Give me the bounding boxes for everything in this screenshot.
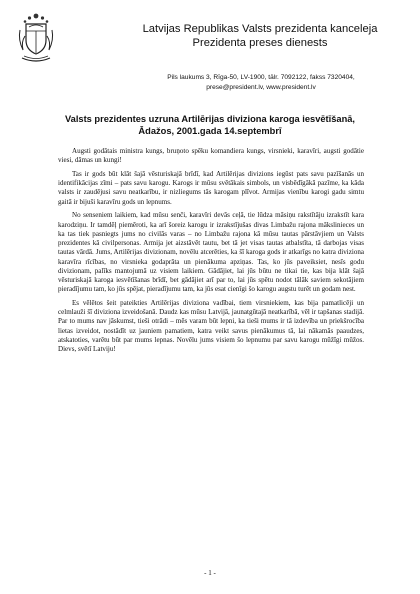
paragraph: No senseniem laikiem, kad mūsu senči, karavīri devās ceļā, tie lūdza māsiņu rakstītāju izrakstīt kara karodziņu. Ir tamdēļ piemēroti, ka arī šoreiz karogu ir izrakstījušas divas Limbažu rajona mākslinieces un ka tas tiek pasniegts jums no civilās varas – no Limbažu rajona kā mūsu tautas pārstāvjiem un Valsts prezidentes kā civilpersonas. Armija jet aizstāvēt tautu, bet tā jet visas tautas atbalstīta, tā darbojas visas tautas vārdā. Jums, Artilērijas divizionam, novēlu atcerēties, ka šī karoga gods ir atkarīgs no katra diviziona karavīra rīcības, no virsnieka godaprāta un pienākuma apziņas. Tas, ko jūs paveiksiet, nesīs godu divizionam, palīks mantojumā uz visiem laikiem. Gādājiet, lai jūs būtu ne tikai tie, kas bija klāt šajā vēsturiskajā karoga iesvētīšanas brīdī, bet gādājiet arī par to, lai jūs spētu nodot tālāk saviem sekotājiem pieradījumu tam, ko jūs spējat, pieradījumu tam, ka jūs esat cienīgi šo karogu augstu turēt un godam nest. (58, 211, 364, 294)
paragraph: Augsti godātais ministra kungs, bruņoto spēku komandiera kungs, virsnieki, karavīri, augsti godātie viesi, dāmas un kungi! (58, 147, 364, 165)
contact-info (122, 73, 400, 93)
speech-body (58, 147, 364, 359)
latvia-coat-of-arms-icon (16, 10, 56, 66)
org-department: Prezidenta preses dienests (192, 37, 328, 49)
title-line-1: Valsts prezidentes uzruna Artilērijas diviziona karoga iesvētīšanā, (64, 114, 356, 124)
paragraph: Es vēlētos šeit pateikties Artilērijas diviziona vadībai, tiem virsniekiem, kas bija pamatlicēji un celmlauži šī diviziona izveidošanā. Daudz kas mūsu Latvijā, jaunatgūtajā neatkarībā, vēl ir tapšanas stadijā. Par to mums nav jāskumst, tieši otrādi – mēs varam būt lepni, ka tieši mums ir tā izdevība un priekšrocība lietas izveidot, nostādīt uz jauniem pamatiem, katra veikt savus pienākumus tā, lai nākamās paaudzes, atskatoties, varētu būt par mums lepnas. Novēlu jums visiem šo lepnumu par savu karogu mūžīgi mūžos. Dievs, svētī Latviju! (58, 298, 364, 354)
organization-heading (110, 22, 410, 50)
email-web-line: prese@president.lv, www.president.lv (206, 84, 316, 91)
page-number: - 1 - (204, 569, 216, 577)
paragraph: Tas ir gods būt klāt šajā vēsturiskajā brīdī, kad Artilērijas divizions iegūst pats savu pazīšanās un identifikācijas zīmi – pats savu karogu. Karogs ir mūsu svētākais simbols, un visbēdīgākā pazīme, ka kāda valsts ir zaudējusi savu neatkarību, ir nizliegums tās karogam plīvot. Armijas vienību karogi gadu simtu gaitā ir bijuši karavīru gods un lepnums. (58, 169, 364, 206)
title-line-2: Ādažos, 2001.gada 14.septembrī (138, 126, 282, 136)
document-title (20, 113, 400, 137)
org-name: Latvijas Republikas Valsts prezidenta kanceleja (142, 23, 378, 35)
address-line: Pils laukums 3, Rīga-50, LV-1900, tālr. 7092122, fakss 7320404, (167, 74, 355, 81)
